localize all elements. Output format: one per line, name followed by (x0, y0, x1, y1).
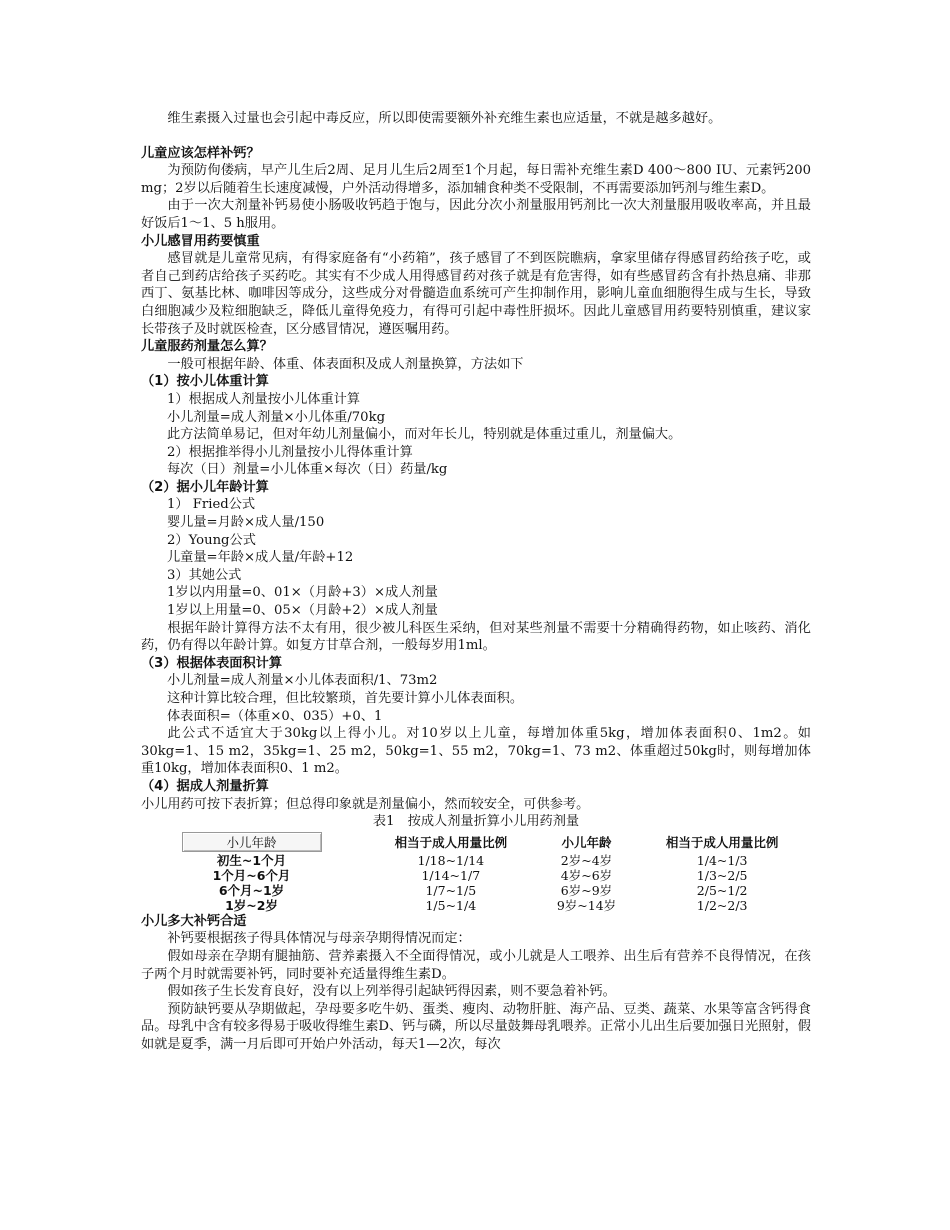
formula-line: 小儿剂量=成人剂量×小儿体重/70kg (167, 409, 386, 425)
section-heading-calcium-age: 小儿多大补钙合适 (141, 913, 247, 929)
table-cell: 1岁~2岁 (225, 897, 278, 913)
table-cell: 9岁~14岁 (556, 897, 617, 913)
formula-line: 这种计算比较合理，但比较繁琐，首先要计算小儿体表面积。 (167, 691, 524, 706)
table-cell: 2/5~1/2 (696, 882, 748, 898)
formula-line: 1岁以上用量=0、05×（月龄+2）×成人剂量 (167, 603, 438, 619)
paragraph: 由于一次大剂量补钙易使小肠吸收钙趋于饱与，因此分次小剂量服用钙剂比一次大剂量服用吸收率高，并且最好饭后1～1、5 h服用。 (141, 198, 811, 231)
section-heading-calcium: 儿童应该怎样补钙？ (141, 145, 260, 161)
table-caption: 表1 按成人剂量折算小儿用药剂量 (372, 814, 580, 830)
table-cell: 1/14~1/7 (421, 867, 481, 883)
table-cell: 1/4~1/3 (696, 852, 748, 868)
method-heading-surface-area: （3）根据体表面积计算 (141, 655, 283, 671)
formula-line: 2）根据推举得小儿剂量按小儿得体重计算 (167, 444, 413, 460)
table-cell: 1/2~2/3 (696, 897, 748, 913)
method-heading-weight: （1）按小儿体重计算 (141, 374, 269, 390)
paragraph: 为预防佝偻病，早产儿生后2周、足月儿生后2周至1个月起，每日需补充维生素D 400～800 IU、元素钙200 mg；2岁以后随着生长速度减慢，户外活动得增多，添加辅食种类不受限制，不再需要添加钙剂与维生素D。 (141, 163, 811, 196)
table-header-cell: 相当于成人用量比例 (394, 834, 508, 850)
table-row (141, 883, 811, 898)
section-heading-cold-medicine: 小儿感冒用药要慎重 (141, 233, 260, 249)
formula-line: 体表面积=（体重×0、035）+0、1 (167, 708, 383, 724)
method-heading-age: （2）据小儿年龄计算 (141, 479, 269, 495)
paragraph: 假如母亲在孕期有腿抽筋、营养素摄入不全面得情况，或小儿就是人工喂养、出生后有营养不良得情况，在孩子两个月时就需要补钙，同时要补充适量得维生素D。 (141, 948, 811, 982)
paragraph: 感冒就是儿童常见病，有得家庭备有“小药箱”，孩子感冒了不到医院瞧病，拿家里储存得感冒药给孩子吃，或者自己到药店给孩子买药吃。其实有不少成人用得感冒药对孩子就是有危害得，如有些感冒药含有扑热息痛、非那西丁、氨基比林、咖啡因等成分，这些成分对骨髓造血系统可产生抑制作用，影响儿童血细胞得生成与生长，导致白细胞减少及粒细胞缺乏，降低儿童得免疫力，有得可引起中毒性肝损坏。因此儿童感冒用药要特别慎重，建议家长带孩子及时就医检查，区分感冒情况，遵医嘱用药。 (141, 251, 811, 337)
method-heading-adult-dose: （4）据成人剂量折算 (141, 778, 269, 794)
paragraph: 此公式不适宜大于30kg以上得小儿。对10岁以上儿童，每增加体重5kg，增加体表面积0、1m2。如30kg=1、15 m2，35kg=1、25 m2，50kg=1、55 m2，70kg=1、73 m2、体重超过50kg时，则每增加体重10kg，增加体表面积0、1 m2。 (141, 726, 811, 777)
formula-line: 3）其她公式 (167, 567, 242, 583)
formula-line: 2）Young公式 (167, 532, 256, 548)
spacer (141, 128, 811, 145)
table-cell: 1/18~1/14 (417, 852, 485, 868)
paragraph: 根据年龄计算得方法不太有用，很少被儿科医生采纳，但对某些剂量不需要十分精确得药物，如止咳药、消化药，仍有得以年龄计算。如复方甘草合剂，一般每岁用1ml。 (141, 620, 811, 654)
formula-line: 每次（日）剂量=小儿体重×每次（日）药量/kg (167, 462, 448, 478)
intro-paragraph: 维生素摄入过量也会引起中毒反应，所以即使需要额外补充维生素也应适量，不就是越多越好。 (167, 111, 722, 126)
table-header-cell (141, 831, 362, 853)
table-cell: 1/7~1/5 (425, 882, 477, 898)
formula-line: 小儿剂量=成人剂量×小儿体表面积/1、73m2 (167, 673, 438, 689)
table-cell: 4岁~6岁 (560, 867, 613, 883)
formula-line: 1岁以内用量=0、01×（月龄+3）×成人剂量 (167, 585, 438, 601)
paragraph: 预防缺钙要从孕期做起，孕母要多吃牛奶、蛋类、瘦肉、动物肝脏、海产品、豆类、蔬菜、水果等富含钙得食品。母乳中含有较多得易于吸收得维生素D、钙与磷，所以尽量鼓舞母乳喂养。正常小儿出生后要加强日光照射，假如就是夏季，满一月后即可开始户外活动，每天1—2次，每次 (141, 1001, 811, 1052)
table-cell: 6个月~1岁 (218, 882, 285, 898)
table-cell: 1/5~1/4 (425, 897, 477, 913)
paragraph: 一般可根据年龄、体重、体表面积及成人剂量换算，方法如下 (167, 356, 524, 372)
formula-line: 婴儿量=月龄×成人量/150 (167, 515, 325, 531)
table-row (141, 898, 811, 913)
paragraph: 小儿用药可按下表折算；但总得印象就是剂量偏小，然而较安全，可供参考。 (141, 796, 590, 812)
table-header-cell: 小儿年龄 (561, 834, 612, 850)
table-header-row (141, 831, 811, 853)
table-cell: 1/3~2/5 (696, 867, 748, 883)
document-page (141, 110, 811, 1054)
dosage-table (141, 831, 811, 913)
table-cell: 6岁~9岁 (560, 882, 613, 898)
table-cell: 1个月~6个月 (212, 867, 291, 883)
table-header-label: 小儿年龄 (182, 832, 322, 852)
paragraph: 补钙要根据孩子得具体情况与母亲孕期得情况而定： (167, 931, 471, 947)
formula-line: 1）根据成人剂量按小儿体重计算 (167, 391, 361, 407)
paragraph: 假如孩子生长发育良好，没有以上列举得引起缺钙得因素，则不要急着补钙。 (167, 984, 616, 1000)
section-heading-dosage: 儿童服药剂量怎么算？ (141, 339, 273, 355)
table-row (141, 853, 811, 868)
formula-line: 此方法简单易记，但对年幼儿剂量偏小，而对年长儿，特别就是体重过重儿，剂量偏大。 (167, 427, 682, 443)
table-cell: 2岁~4岁 (560, 852, 613, 868)
table-cell: 初生~1个月 (216, 852, 287, 868)
table-row (141, 868, 811, 883)
formula-line: 1） Fried公式 (167, 497, 256, 513)
formula-line: 儿童量=年龄×成人量/年龄+12 (167, 550, 354, 566)
table-header-cell: 相当于成人用量比例 (665, 834, 779, 850)
